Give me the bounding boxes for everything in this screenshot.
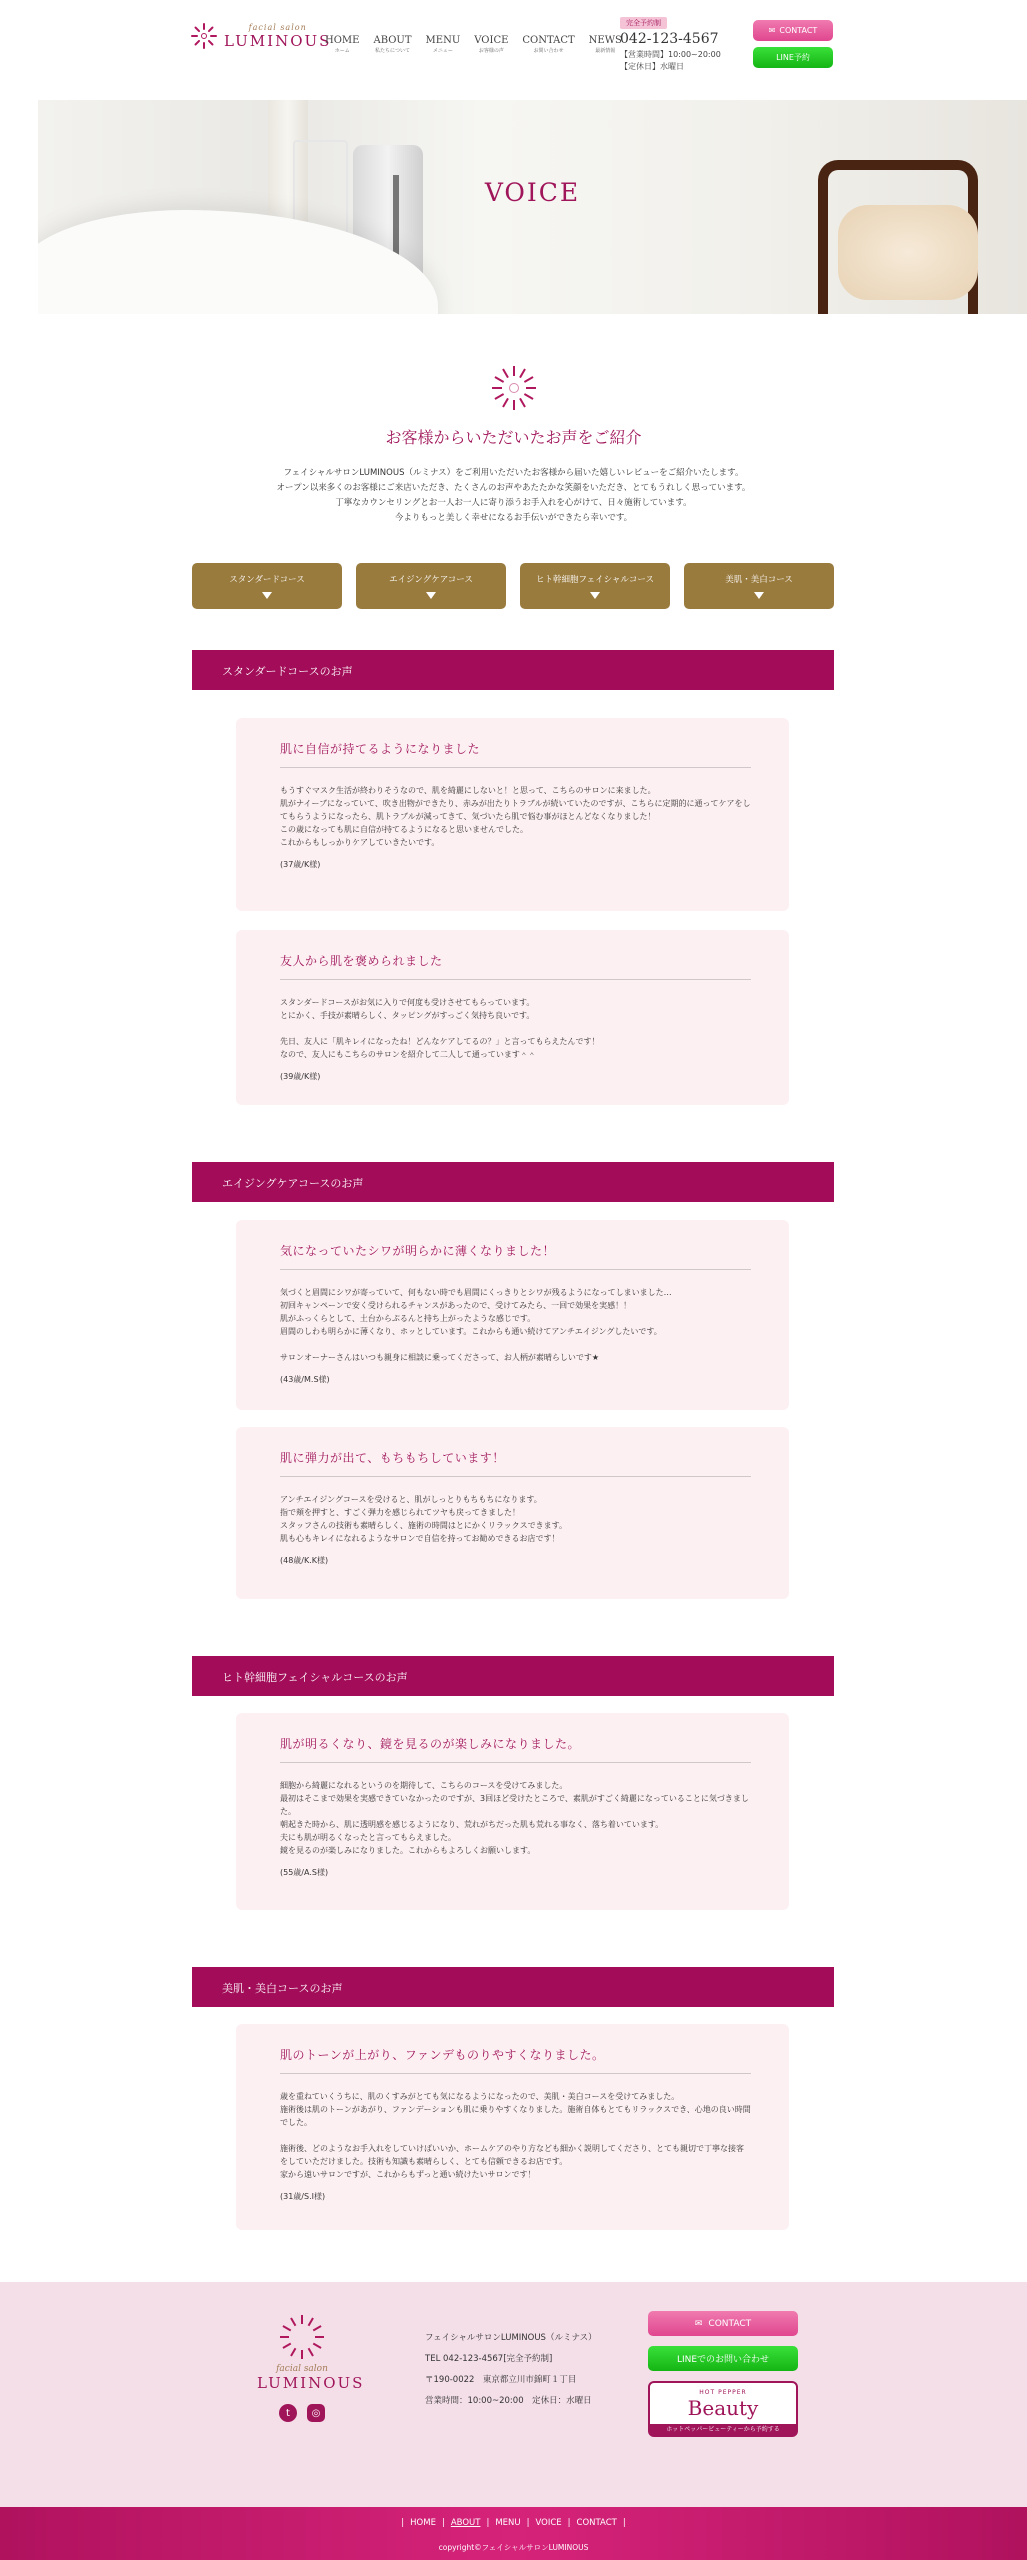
mail-icon: ✉ [768,26,776,35]
arrow-down-icon [590,592,600,599]
review-heading: 気になっていたシワが明らかに薄くなりました！ [280,1242,751,1270]
intro-heading: お客様からいただいたお声をご紹介 [385,428,642,447]
footer-contact-button[interactable]: ✉ CONTACT [648,2311,798,2336]
nav-about[interactable]: ABOUT 私たちについて [373,35,412,54]
review-heading: 友人から肌を褒められました [280,952,751,980]
course-tabs [192,563,834,609]
section-title: エイジングケアコースのお声 [192,1162,834,1202]
nav-home[interactable]: HOME ホーム [325,35,360,54]
footer-info [425,2328,597,2412]
header-tel[interactable]: 042-123-4567 [620,31,719,47]
tab-stem-cell[interactable]: ヒト幹細胞フェイシャルコース [520,563,670,609]
tab-whitening[interactable]: 美肌・美白コース [684,563,834,609]
review-body: 気づくと眉間にシワが寄っていて、何もない時でも眉間にくっきりとシワが残るようになってしまいました… 初回キャンペーンで安く受けられるチャンスがあったので、受けてみたら、一回で効果を実感！！ 肌がふっくらとして、土台からぷるんと持ち上がったような感じです。 眉間のしわも明らかに薄くなり、ホッとしています。これからも通い続けてアンチエイジングしたいです。 サロンオーナーさんはいつも親身に相談に乗ってくださって、お人柄が素晴らしいです★ [280,1288,672,1362]
intro-text: フェイシャルサロンLUMINOUS（ルミナス）をご利用いただいたお客様から届いた嬉しいレビューをご紹介いたします。 オープン以来多くのお客様にご来店いただき、たくさんのお声やあたたかな笑顔をいただき、とてもうれしく思っています。 丁寧なカウンセリングとお一人お一人に寄り添うお手入れを心がけて、日々施術しています。 今よりもっと美しく幸せになるお手伝いができたら幸いです。 [276,468,751,523]
footer-line-button[interactable]: LINEでのお問い合わせ [648,2346,798,2371]
footer-salon-name: フェイシャルサロンLUMINOUS（ルミナス） [425,2333,597,2343]
review-card [236,930,789,1105]
review-author: (39歳/K様) [280,1072,321,1081]
tab-standard[interactable]: スタンダードコース [192,563,342,609]
hotpepper-beauty-button[interactable]: HOT PEPPER Beauty ホットペッパービューティーから予約する [648,2381,798,2437]
footer-logo[interactable] [257,2314,365,2422]
hero-banner [38,100,1027,314]
logo-small-text: facial salon [248,22,307,32]
mail-icon: ✉ [694,2318,703,2329]
review-card [236,1427,789,1599]
intro-section [0,365,1027,526]
review-card [236,2024,789,2230]
review-body: 歳を重ねていくうちに、肌のくすみがとても気になるようになったので、美肌・美白コースを受けてみました。 施術後は肌のトーンがあがり、ファンデーションも肌に乗りやすくなりました。施術自体もとてもリラックスでき、心地の良い時間でした。 施術後、どのようなお手入れをしていけばいいか、ホームケアのやり方なども細かく説明してくださり、とても親切で丁寧な接客をしていただけました。技術も知識も素晴らしく、とても信頼できるお店です。 家から遠いサロンですが、これからもずっと通い続けたいサロンです！ [280,2092,751,2179]
arrow-down-icon [262,592,272,599]
review-author: (37歳/K様) [280,860,321,869]
logo-flower-icon [279,2314,325,2360]
review-heading: 肌が明るくなり、鏡を見るのが楽しみになりました。 [280,1735,751,1763]
header-info [620,17,721,73]
copyright-text: copyright©フェイシャルサロンLUMINOUS [438,2543,589,2552]
nav-contact[interactable]: CONTACT お問い合わせ [522,35,575,54]
instagram-icon[interactable]: ◎ [307,2404,325,2422]
footer-logo-small: facial salon [276,2364,328,2374]
review-body: スタンダードコースがお気に入りで何度も受けさせてもらっています。 とにかく、手技が素晴らしく、タッピングがすっごく気持ち良いです。 先日、友人に「肌キレイになったね！どんなケアしてるの？」と言ってもらえたんです！ なので、友人にもこちらのサロンを紹介して二人して通っています＾＾ [280,998,600,1059]
nav-news[interactable]: NEWS 最新情報 [588,35,622,54]
nav-menu[interactable]: MENU メニュー [425,35,461,54]
arrow-down-icon [754,592,764,599]
review-heading: 肌に弾力が出て、もちもちしています！ [280,1449,751,1477]
section-title: スタンダードコースのお声 [192,650,834,690]
global-nav [325,35,622,54]
review-card [236,1220,789,1410]
review-body: もうすぐマスク生活が終わりそうなので、肌を綺麗にしないと！と思って、こちらのサロンに来ました。 肌がナイーブになっていて、吹き出物ができたり、赤みが出たりトラブルが続いていたのですが、こちらに定期的に通ってケアをしてもらうようになったら、肌トラブルが減ってきて、気づいたら肌で悩む事がほとんどなくなりました！ この歳になっても肌に自信が持てるようになると思いませんでした。 これからもしっかりケアしていきたいです。 [280,786,751,847]
review-heading: 肌に自信が持てるようになりました [280,740,751,768]
footer-hours: 営業時間：10:00~20:00 定休日：水曜日 [425,2396,592,2406]
section-title: 美肌・美白コースのお声 [192,1967,834,2007]
tab-aging[interactable]: エイジングケアコース [356,563,506,609]
arrow-down-icon [426,592,436,599]
footer-address: 〒190-0022 東京都立川市錦町１丁目 [425,2375,577,2385]
twitter-icon[interactable]: t [279,2404,297,2422]
logo-name: LUMINOUS [224,31,332,50]
header-holiday: 【定休日】水曜日 [620,62,684,71]
footer-nav-home[interactable]: HOME [410,2518,436,2528]
footer-nav-voice[interactable]: VOICE [535,2518,562,2528]
hero-pillow [838,205,978,300]
header-line-button[interactable]: LINE予約 [753,47,833,68]
review-body: 細胞から綺麗になれるというのを期待して、こちらのコースを受けてみました。 最初はそこまで効果を実感できていなかったのですが、3回ほど受けたところで、素肌がすごく綺麗になっていることに気づきました。 朝起きた時から、肌に透明感を感じるようになり、荒れがちだった肌も荒れる事なく、落ち着いています。 夫にも肌が明るくなったと言ってもらえました。 鏡を見るのが楽しみになりました。これからもよろしくお願いします。 [280,1781,749,1855]
site-header [0,0,1027,100]
flower-ornament-icon [491,365,537,411]
header-contact-button[interactable]: ✉ CONTACT [753,20,833,41]
footer-logo-name: LUMINOUS [257,2374,365,2392]
copyright-bar [0,2507,1027,2560]
page-title: VOICE [484,178,581,207]
footer-nav-contact[interactable]: CONTACT [576,2518,617,2528]
site-logo[interactable] [190,22,331,50]
footer-nav: | HOME | ABOUT | MENU | VOICE | CONTACT | [401,2518,626,2528]
review-author: (43歳/M.S様) [280,1375,330,1384]
footer-tel: TEL 042-123-4567[完全予約制] [425,2354,553,2364]
footer-nav-about[interactable]: ABOUT [450,2518,481,2528]
logo-flower-icon [190,22,218,50]
nav-voice[interactable]: VOICE お客様の声 [474,35,509,54]
header-hours: 【営業時間】10:00~20:00 [620,50,721,59]
site-footer [0,2282,1027,2507]
review-card [236,718,789,911]
review-author: (55歳/A.S様) [280,1868,329,1877]
reservation-badge: 完全予約制 [620,17,667,29]
section-title: ヒト幹細胞フェイシャルコースのお声 [192,1656,834,1696]
review-card [236,1713,789,1910]
footer-nav-menu[interactable]: MENU [495,2518,521,2528]
review-heading: 肌のトーンが上がり、ファンデものりやすくなりました。 [280,2046,751,2074]
review-body: アンチエイジングコースを受けると、肌がしっとりもちもちになります。 指で頬を押すと、すごく弾力を感じられてツヤも戻ってきました！ スタッフさんの技術も素晴らしく、施術の時間はとにかくリラックスできます。 肌も心もキレイになれるようなサロンで自信を持ってお勧めできるお店です！ [280,1495,567,1543]
review-author: (31歳/S.I様) [280,2192,326,2201]
review-author: (48歳/K.K様) [280,1556,329,1565]
